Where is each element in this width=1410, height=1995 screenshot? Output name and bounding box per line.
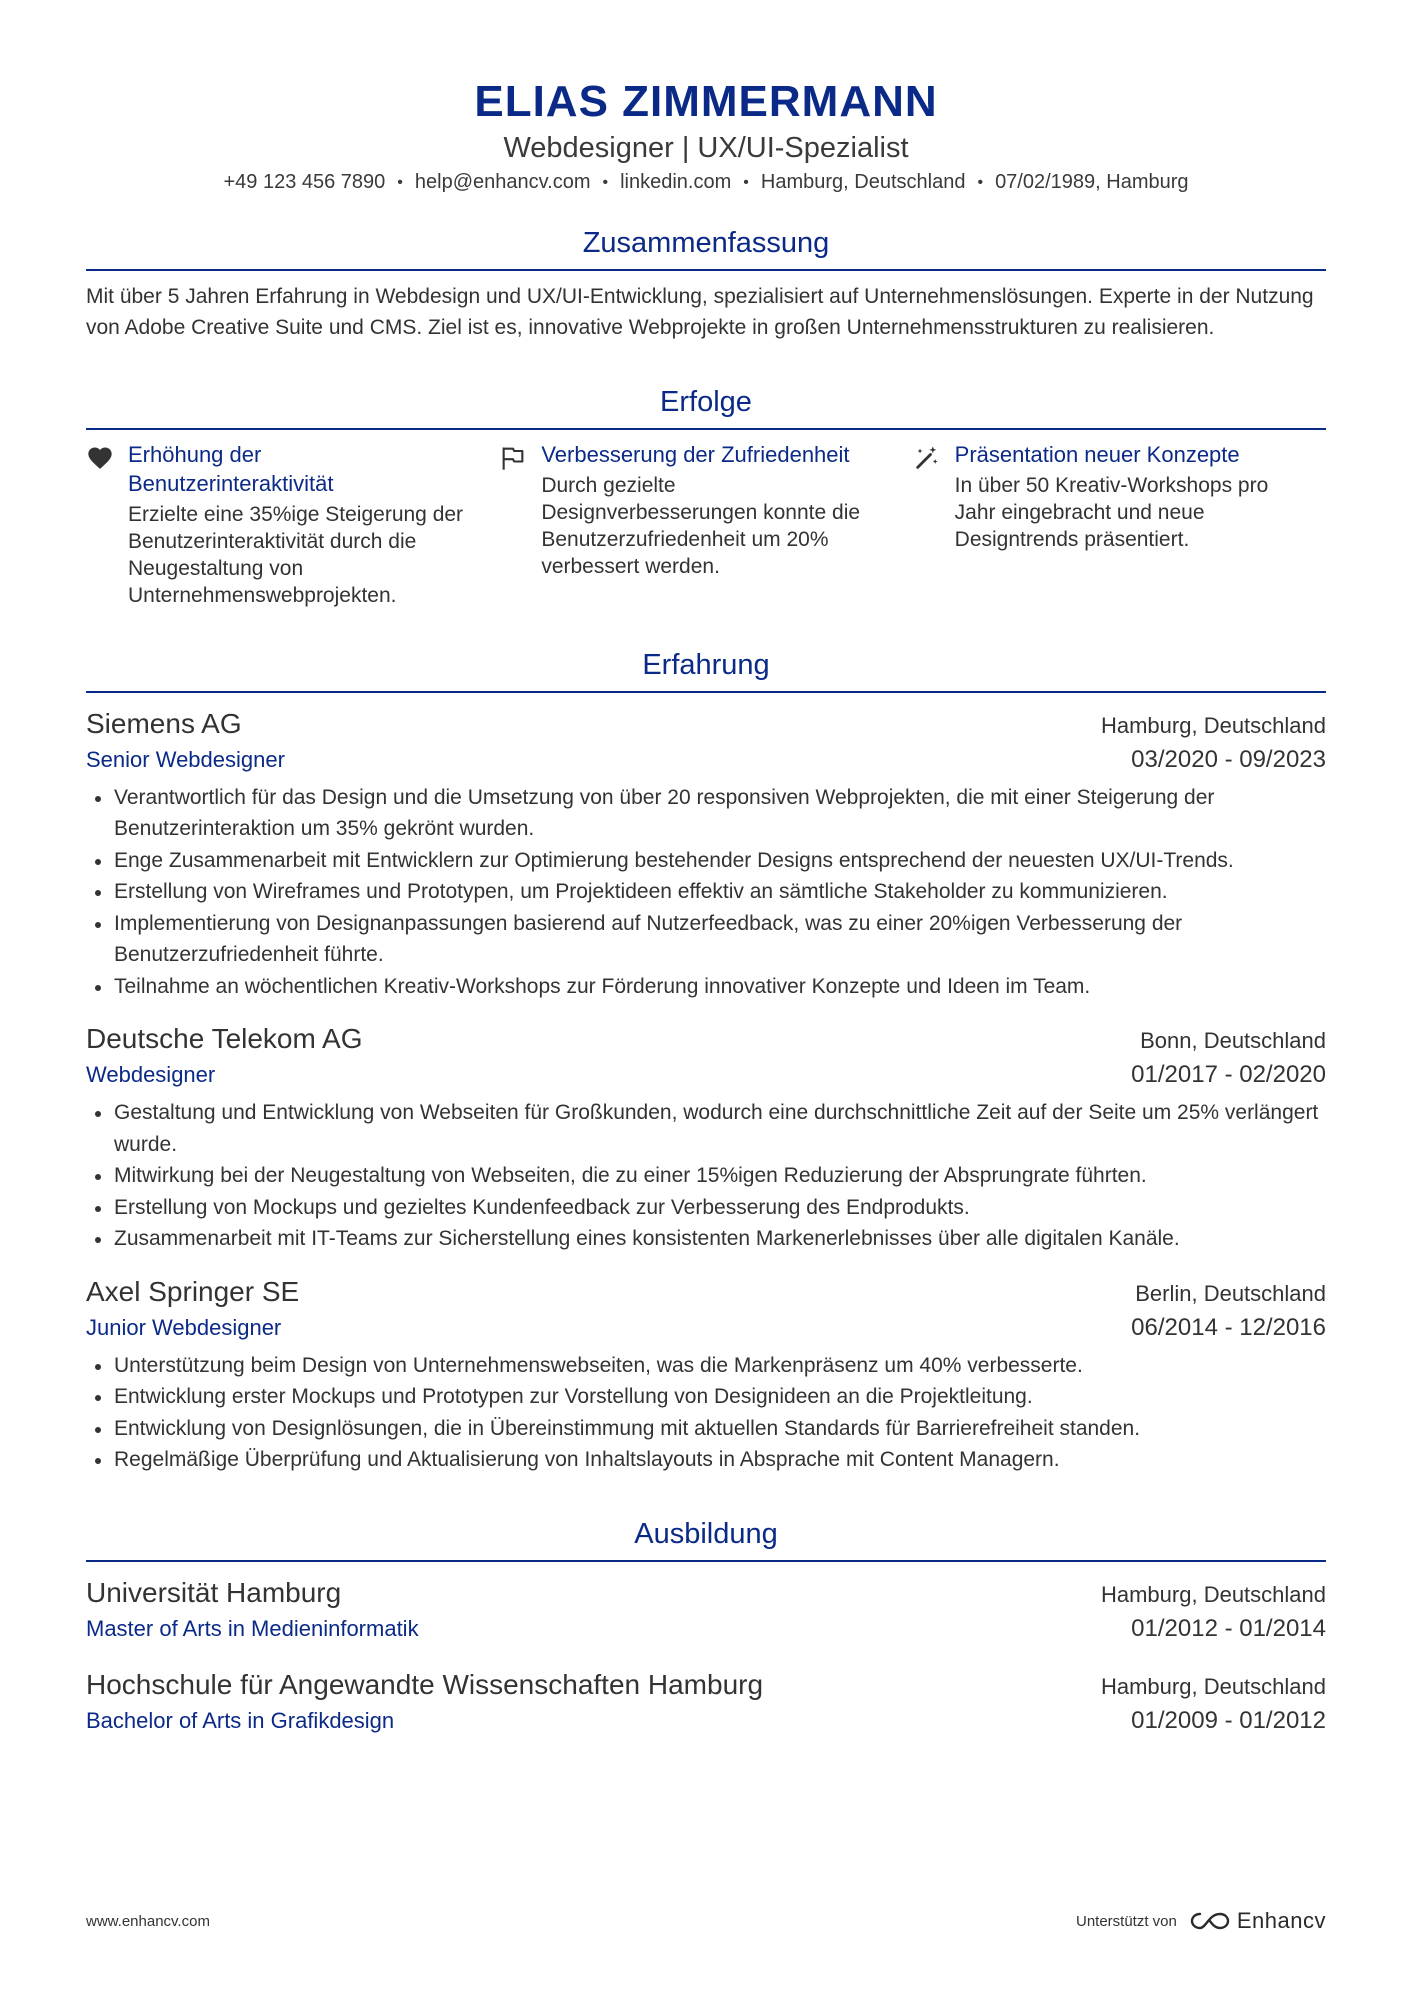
job-location: Hamburg, Deutschland <box>1100 712 1326 738</box>
job-company: Axel Springer SE <box>86 1275 300 1307</box>
list-item: Unterstützung beim Design von Unternehmenswebseiten, was die Markenpräsenz um 40% verbesserte. <box>86 1350 1326 1382</box>
job-location: Bonn, Deutschland <box>1140 1028 1326 1054</box>
job-bullets <box>86 1097 1326 1255</box>
separator: • <box>602 173 609 191</box>
contact-phone: +49 123 456 7890 <box>223 171 386 193</box>
heart-icon <box>86 440 128 609</box>
contact-linkedin: linkedin.com <box>620 171 732 193</box>
candidate-headline: Webdesigner | UX/UI-Spezialist <box>503 132 909 164</box>
list-item: Verantwortlich für das Design und die Umsetzung von über 20 responsiven Webprojekten, die mit einer Steigerung der Benutzerinteraktion um 35% gekrönt wurden. <box>86 782 1326 845</box>
experience-section <box>86 647 1326 1476</box>
job-entry <box>86 705 1326 1003</box>
page-footer <box>86 1908 1326 1934</box>
education-school: Universität Hamburg <box>86 1576 342 1608</box>
education-dates: 01/2012 - 01/2014 <box>1131 1614 1326 1642</box>
resume-page <box>86 0 1326 1995</box>
contact-birth: 07/02/1989, Hamburg <box>995 171 1189 193</box>
education-location: Hamburg, Deutschland <box>1100 1673 1326 1699</box>
education-degree: Bachelor of Arts in Grafikdesign <box>86 1707 395 1733</box>
job-entry <box>86 1020 1326 1255</box>
education-entry <box>86 1666 1326 1738</box>
enhancv-logo[interactable] <box>1189 1908 1326 1934</box>
job-role: Webdesigner <box>86 1062 216 1088</box>
job-dates: 01/2017 - 02/2020 <box>1131 1061 1326 1089</box>
list-item: Enge Zusammenarbeit mit Entwicklern zur Optimierung bestehender Designs entsprechend der neuesten UX/UI-Trends. <box>86 845 1326 877</box>
list-item: Entwicklung von Designlösungen, die in Übereinstimmung mit aktuellen Standards für Barrierefreiheit standen. <box>86 1413 1326 1445</box>
job-bullets <box>86 1350 1326 1476</box>
brand-name: Enhancv <box>1236 1908 1326 1933</box>
achievement-title: Erhöhung der Benutzerinteraktivität <box>128 441 334 496</box>
achievements-list <box>86 440 1326 609</box>
separator: • <box>397 173 403 191</box>
infinity-logo-icon <box>1189 1910 1231 1932</box>
achievements-section <box>86 384 1326 609</box>
list-item: Entwicklung erster Mockups und Prototypen zur Vorstellung von Designideen an die Projektleitung. <box>86 1381 1326 1413</box>
list-item: Mitwirkung bei der Neugestaltung von Webseiten, die zu einer 15%igen Reduzierung der Absprungrate führten. <box>86 1160 1326 1192</box>
education-dates: 01/2009 - 01/2012 <box>1131 1706 1326 1734</box>
job-bullets <box>86 782 1326 1003</box>
job-dates: 03/2020 - 09/2023 <box>1131 745 1326 773</box>
achievement-description: Durch gezielte Designverbesserungen konnte die Benutzerzufriedenheit um 20% verbessert werden. <box>541 473 861 578</box>
separator: • <box>977 173 984 191</box>
list-item: Teilnahme an wöchentlichen Kreativ-Workshops zur Förderung innovativer Konzepte und Ideen im Team. <box>86 971 1326 1003</box>
job-entry <box>86 1273 1326 1476</box>
contact-line <box>86 168 1326 197</box>
flag-icon <box>499 440 541 609</box>
education-heading: Ausbildung <box>86 1516 1326 1562</box>
education-section <box>86 1516 1326 1738</box>
list-item: Erstellung von Mockups und gezieltes Kundenfeedback zur Verbesserung des Endprodukts. <box>86 1192 1326 1224</box>
powered-by-label: Unterstützt von <box>1075 1912 1177 1930</box>
list-item: Gestaltung und Entwicklung von Webseiten für Großkunden, wodurch eine durchschnittliche Zeit auf der Seite um 25% verlängert wurde. <box>86 1097 1326 1160</box>
summary-section <box>86 225 1326 344</box>
summary-text: Mit über 5 Jahren Erfahrung in Webdesign und UX/UI-Entwicklung, spezialisiert auf Unternehmenslösungen. Experte in der Nutzung von Adobe Creative Suite und CMS. Ziel ist es, innovative Webprojekte in großen Unternehmensstrukturen zu realisieren. <box>86 284 1314 340</box>
experience-heading: Erfahrung <box>86 647 1326 693</box>
magic-wand-icon <box>913 440 955 609</box>
education-degree: Master of Arts in Medieninformatik <box>86 1615 419 1641</box>
achievements-heading: Erfolge <box>86 384 1326 430</box>
job-role: Junior Webdesigner <box>86 1314 282 1340</box>
resume-header <box>86 0 1326 197</box>
achievement-description: In über 50 Kreativ-Workshops pro Jahr eingebracht und neue Designtrends präsentiert. <box>954 473 1269 551</box>
job-dates: 06/2014 - 12/2016 <box>1131 1313 1326 1341</box>
list-item: Erstellung von Wireframes und Prototypen, um Projektideen effektiv an sämtliche Stakeholder zu kommunizieren. <box>86 876 1326 908</box>
achievement-title: Verbesserung der Zufriedenheit <box>541 441 850 467</box>
achievement-title: Präsentation neuer Konzepte <box>954 441 1240 467</box>
list-item: Regelmäßige Überprüfung und Aktualisierung von Inhaltslayouts in Absprache mit Content Managern. <box>86 1444 1326 1476</box>
job-role: Senior Webdesigner <box>86 746 285 772</box>
achievement-description: Erzielte eine 35%ige Steigerung der Benutzerinteraktivität durch die Neugestaltung von Unternehmenswebprojekten. <box>128 502 464 607</box>
achievement-item <box>86 440 499 609</box>
education-entry <box>86 1574 1326 1646</box>
job-company: Deutsche Telekom AG <box>86 1023 363 1055</box>
footer-website-link[interactable]: www.enhancv.com <box>86 1912 210 1930</box>
contact-email: help@enhancv.com <box>414 171 591 193</box>
list-item: Zusammenarbeit mit IT-Teams zur Sicherstellung eines konsistenten Markenerlebnisses über alle digitalen Kanäle. <box>86 1223 1326 1255</box>
summary-heading: Zusammenfassung <box>86 225 1326 271</box>
candidate-name: ELIAS ZIMMERMANN <box>474 77 938 126</box>
education-school: Hochschule für Angewandte Wissenschaften Hamburg <box>86 1668 764 1700</box>
job-company: Siemens AG <box>86 707 242 739</box>
achievement-item <box>499 440 912 609</box>
separator: • <box>743 173 749 191</box>
job-location: Berlin, Deutschland <box>1135 1280 1326 1306</box>
contact-location: Hamburg, Deutschland <box>760 171 966 193</box>
education-location: Hamburg, Deutschland <box>1100 1581 1326 1607</box>
list-item: Implementierung von Designanpassungen basierend auf Nutzerfeedback, was zu einer 20%igen Verbesserung der Benutzerzufriedenheit führte. <box>86 908 1326 971</box>
achievement-item <box>913 440 1326 609</box>
